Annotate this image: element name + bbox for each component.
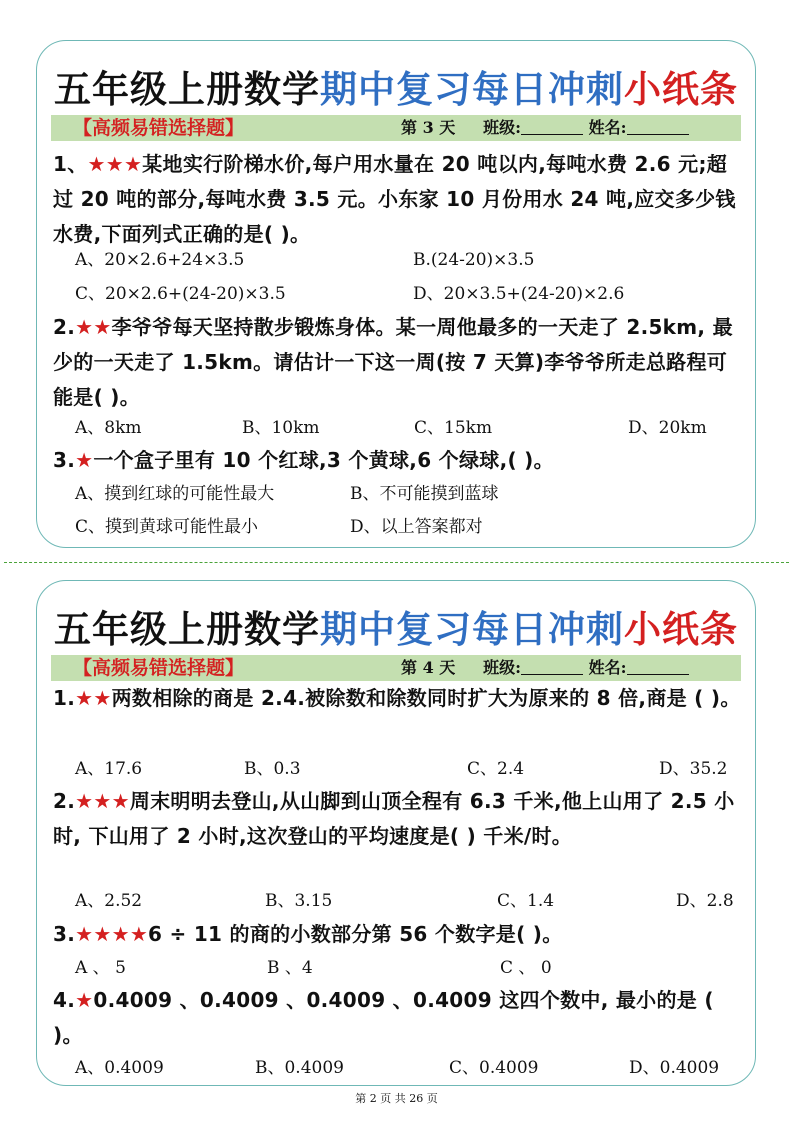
difficulty-stars: ★★ — [75, 686, 112, 710]
question-number: 3. — [53, 922, 76, 946]
card-title — [37, 59, 755, 113]
question-text: 周末明明去登山,从山脚到山顶全程有 6.3 千米,他上山用了 2.5 小时, 下山用了 2 小时,这次登山的平均速度是( ) 千米/时。 — [53, 789, 735, 848]
question-2 — [53, 310, 741, 415]
question-number: 2. — [53, 315, 76, 339]
day-label: 第 3 天 — [401, 118, 456, 137]
difficulty-stars: ★ — [75, 988, 94, 1012]
name-blank[interactable] — [627, 116, 689, 135]
option-d[interactable]: D、20×3.5+(24-20)×2.6 — [413, 284, 625, 304]
title-part-2: 期中复习每日冲刺 — [320, 67, 624, 111]
question-number: 3. — [53, 448, 76, 472]
header-bar — [51, 655, 741, 681]
option-d[interactable]: D、0.4009 — [629, 1058, 720, 1078]
question-3 — [53, 443, 741, 478]
card-title — [37, 599, 755, 653]
class-label: 班级: — [483, 658, 522, 677]
option-c[interactable]: C、15km — [414, 418, 493, 438]
question-3 — [53, 917, 741, 952]
question-text: 某地实行阶梯水价,每户用水量在 20 吨以内,每吨水费 2.6 元;超过 20 吨的部分,每吨水费 3.5 元。小东家 10 月份用水 24 吨,应交多少钱水费,下面列式正确的是( )。 — [53, 152, 736, 246]
option-b[interactable]: B、0.4009 — [255, 1058, 344, 1078]
question-1 — [53, 681, 741, 716]
difficulty-stars: ★ — [75, 448, 94, 472]
option-c[interactable]: C、20×2.6+(24-20)×3.5 — [75, 284, 286, 304]
option-d[interactable]: D、以上答案都对 — [350, 517, 483, 537]
option-c[interactable]: C、0.4009 — [449, 1058, 539, 1078]
review-card-day-4 — [36, 580, 756, 1086]
option-a[interactable]: A、17.6 — [75, 759, 143, 779]
class-blank[interactable] — [521, 116, 583, 135]
title-part-2: 期中复习每日冲刺 — [320, 607, 624, 651]
question-number: 1、 — [53, 152, 88, 176]
option-a[interactable]: A、8km — [75, 418, 142, 438]
name-label: 姓名: — [588, 658, 627, 677]
option-d[interactable]: D、35.2 — [659, 759, 728, 779]
question-number: 1. — [53, 686, 76, 710]
difficulty-stars: ★★★★ — [75, 922, 149, 946]
class-label: 班级: — [483, 118, 522, 137]
title-part-3: 小纸条 — [624, 607, 738, 651]
option-d[interactable]: D、20km — [628, 418, 707, 438]
title-part-1: 五年级上册数学 — [54, 607, 320, 651]
title-part-3: 小纸条 — [624, 67, 738, 111]
question-2 — [53, 784, 741, 854]
option-a[interactable]: A、20×2.6+24×3.5 — [75, 250, 245, 270]
category-label: 【高频易错选择题】 — [73, 657, 245, 679]
option-c[interactable]: C、摸到黄球可能性最小 — [75, 517, 259, 537]
difficulty-stars: ★★★ — [87, 152, 143, 176]
class-blank[interactable] — [521, 656, 583, 675]
option-b[interactable]: B、不可能摸到蓝球 — [350, 484, 499, 504]
option-b[interactable]: B、10km — [242, 418, 320, 438]
option-b[interactable]: B、3.15 — [265, 891, 333, 911]
option-b[interactable]: B.(24-20)×3.5 — [413, 250, 535, 270]
option-a[interactable]: A、0.4009 — [75, 1058, 164, 1078]
category-label: 【高频易错选择题】 — [73, 117, 245, 139]
question-text: 6 ÷ 11 的商的小数部分第 56 个数字是( )。 — [148, 922, 563, 946]
option-b[interactable]: B、0.3 — [244, 759, 301, 779]
title-part-1: 五年级上册数学 — [54, 67, 320, 111]
name-blank[interactable] — [627, 656, 689, 675]
question-text: 两数相除的商是 2.4.被除数和除数同时扩大为原来的 8 倍,商是 ( )。 — [111, 686, 741, 710]
option-c[interactable]: C、1.4 — [497, 891, 555, 911]
name-label: 姓名: — [588, 118, 627, 137]
page-footer: 第 2 页 共 26 页 — [355, 1092, 438, 1105]
question-text: 一个盒子里有 10 个红球,3 个黄球,6 个绿球,( )。 — [93, 448, 554, 472]
day-label: 第 4 天 — [401, 658, 456, 677]
option-a[interactable]: A 、 5 — [75, 958, 126, 978]
difficulty-stars: ★★ — [75, 315, 112, 339]
review-card-day-3 — [36, 40, 756, 548]
question-number: 2. — [53, 789, 76, 813]
question-text: 0.4009 、0.4009 、0.4009 、0.4009 这四个数中, 最小的是 ( )。 — [53, 988, 714, 1047]
option-b[interactable]: B 、4 — [267, 958, 313, 978]
option-d[interactable]: D、2.8 — [676, 891, 734, 911]
question-4 — [53, 983, 741, 1053]
question-number: 4. — [53, 988, 76, 1012]
dashed-cut-line — [4, 562, 789, 563]
header-meta — [401, 115, 689, 141]
header-bar — [51, 115, 741, 141]
option-c[interactable]: C 、 0 — [500, 958, 552, 978]
question-text: 李爷爷每天坚持散步锻炼身体。某一周他最多的一天走了 2.5km, 最少的一天走了 1.5km。请估计一下这一周(按 7 天算)李爷爷所走总路程可能是( )。 — [53, 315, 733, 409]
option-a[interactable]: A、摸到红球的可能性最大 — [75, 484, 275, 504]
option-c[interactable]: C、2.4 — [467, 759, 525, 779]
difficulty-stars: ★★★ — [75, 789, 130, 813]
header-meta — [401, 655, 689, 681]
option-a[interactable]: A、2.52 — [75, 891, 143, 911]
question-1 — [53, 147, 741, 252]
